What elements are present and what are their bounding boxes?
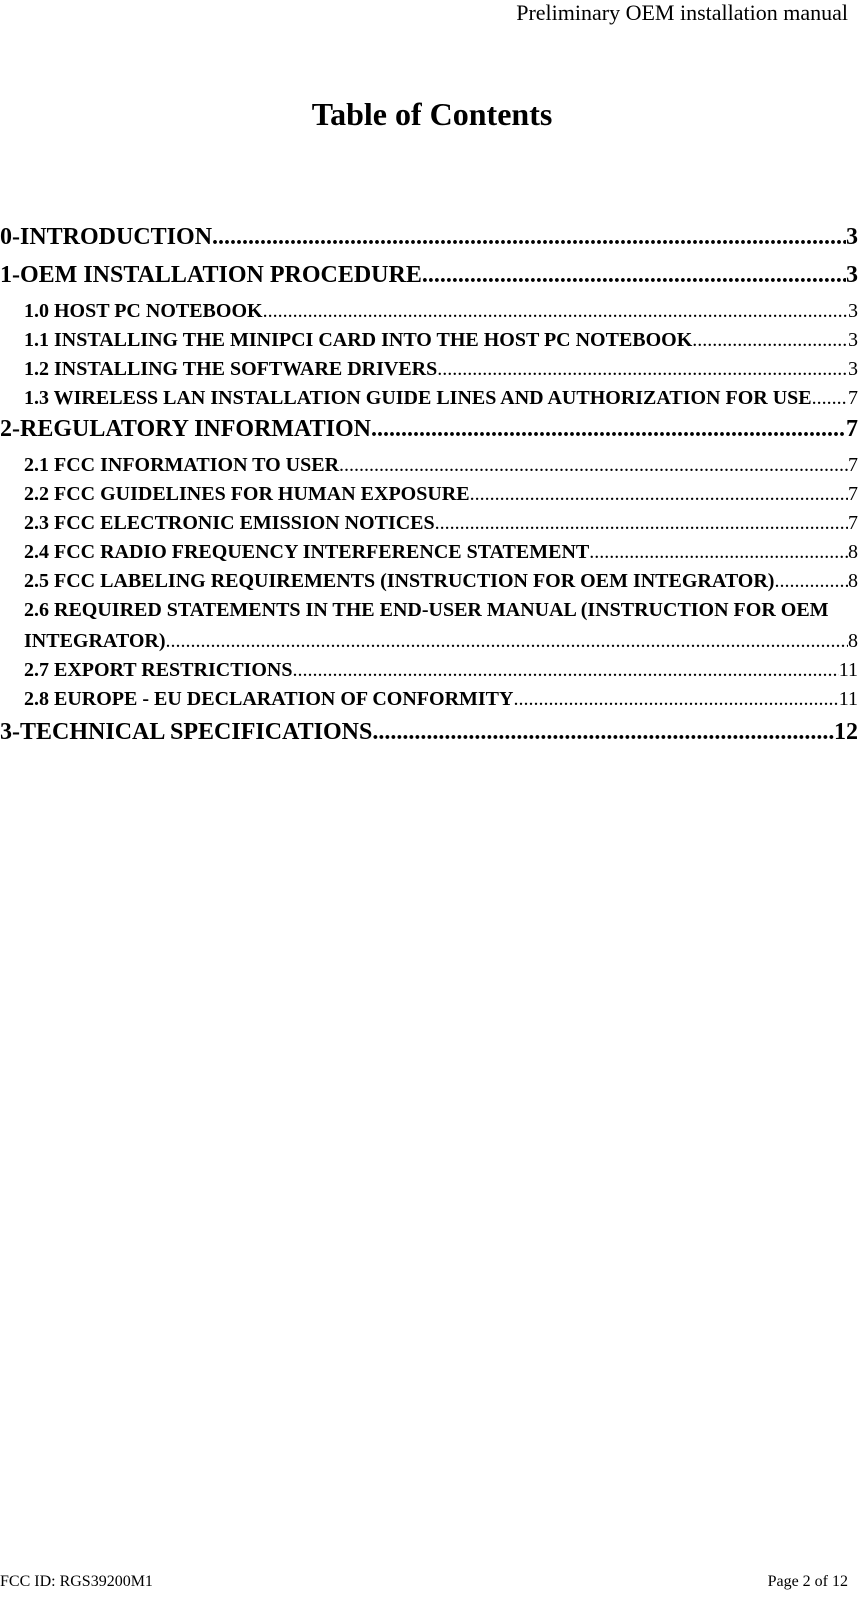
toc-entry-label: FCC ELECTRONIC EMISSION NOTICES xyxy=(54,512,435,534)
toc-entry-label: FCC RADIO FREQUENCY INTERFERENCE STATEMENT xyxy=(54,541,590,563)
toc-entry-page: 3 xyxy=(848,358,858,380)
toc-entry-page: 11 xyxy=(838,688,858,710)
toc-entry-number: 1.3 xyxy=(24,387,54,409)
dot-leader xyxy=(589,539,848,565)
toc-entry-page: 8 xyxy=(848,630,858,652)
toc-entry-number: 2.3 xyxy=(24,512,54,534)
toc-entry-regulatory-information[interactable] xyxy=(0,414,858,452)
toc-entry-fcc-rf-interference[interactable] xyxy=(0,539,858,568)
toc-entry-number: 2.2 xyxy=(24,483,54,505)
toc-entry-label: HOST PC NOTEBOOK xyxy=(54,300,263,322)
toc-entry-fcc-human-exposure[interactable] xyxy=(0,481,858,510)
dot-leader xyxy=(372,717,834,747)
toc-entry-number: 1- xyxy=(0,262,20,288)
toc-entry-required-statements-continuation[interactable] xyxy=(0,628,858,657)
dot-leader xyxy=(212,222,846,252)
toc-entry-label: TECHNICAL SPECIFICATIONS xyxy=(20,719,373,745)
toc-entry-oem-installation[interactable] xyxy=(0,260,858,298)
toc-entry-page: 7 xyxy=(848,387,858,409)
toc-entry-label: REQUIRED STATEMENTS IN THE END-USER MANUAL (INSTRUCTION FOR OEM xyxy=(54,599,829,621)
toc-entry-number: 2.8 xyxy=(24,688,54,710)
toc-entry-label: REGULATORY INFORMATION xyxy=(20,416,371,442)
toc-entry-page: 3 xyxy=(846,224,858,250)
toc-entry-introduction[interactable] xyxy=(0,222,858,260)
toc-title: Table of Contents xyxy=(311,96,553,132)
toc-entry-label: EUROPE - EU DECLARATION OF CONFORMITY xyxy=(54,688,514,710)
dot-leader xyxy=(812,385,848,411)
toc-entry-page: 8 xyxy=(848,570,858,592)
toc-entry-number: 2.7 xyxy=(24,659,54,681)
toc-entry-page: 7 xyxy=(848,454,858,476)
toc-entry-label: FCC GUIDELINES FOR HUMAN EXPOSURE xyxy=(54,483,470,505)
dot-leader xyxy=(166,628,848,654)
dot-leader xyxy=(774,568,848,594)
toc-entry-label: INSTALLING THE MINIPCI CARD INTO THE HOST PC NOTEBOOK xyxy=(54,329,693,351)
toc-entry-label: EXPORT RESTRICTIONS xyxy=(54,659,293,681)
toc-entry-required-statements[interactable] xyxy=(0,597,858,628)
toc-entry-label-continuation: INTEGRATOR) xyxy=(24,630,166,652)
toc-entry-page: 3 xyxy=(848,329,858,351)
dot-leader xyxy=(435,510,848,536)
toc-entry-page: 7 xyxy=(846,416,858,442)
toc-entry-page: 11 xyxy=(838,659,858,681)
toc-entry-page: 12 xyxy=(834,719,858,745)
toc-entry-number: 1.2 xyxy=(24,358,54,380)
toc-entry-page: 7 xyxy=(848,483,858,505)
footer-fcc-id: FCC ID: RGS39200M1 xyxy=(0,1573,153,1590)
footer-page-number: Page 2 of 12 xyxy=(767,1573,848,1590)
toc-entry-number: 1.0 xyxy=(24,300,54,322)
toc-entry-label: OEM INSTALLATION PROCEDURE xyxy=(20,262,422,288)
running-header: Preliminary OEM installation manual xyxy=(516,0,848,25)
toc-entry-number: 3- xyxy=(0,719,20,745)
toc-entry-installing-minipci[interactable] xyxy=(0,327,858,356)
dot-leader xyxy=(422,260,846,290)
dot-leader xyxy=(371,414,846,444)
toc-entry-label: FCC INFORMATION TO USER xyxy=(54,454,340,476)
toc-entry-page: 3 xyxy=(848,300,858,322)
toc-entry-page: 3 xyxy=(846,262,858,288)
dot-leader xyxy=(437,356,848,382)
dot-leader xyxy=(339,452,848,478)
toc-entry-fcc-information-to-user[interactable] xyxy=(0,452,858,481)
dot-leader xyxy=(470,481,848,507)
toc-entry-number: 2.4 xyxy=(24,541,54,563)
toc-entry-fcc-labeling[interactable] xyxy=(0,568,858,597)
toc-entry-fcc-emission-notices[interactable] xyxy=(0,510,858,539)
toc-entry-number: 2- xyxy=(0,416,20,442)
toc-entry-technical-specifications[interactable] xyxy=(0,717,858,755)
toc-entry-number: 2.6 xyxy=(24,599,54,621)
dot-leader xyxy=(292,657,838,683)
dot-leader xyxy=(692,327,848,353)
toc-entry-number: 2.5 xyxy=(24,570,54,592)
dot-leader xyxy=(263,298,848,324)
toc-entry-label: FCC LABELING REQUIREMENTS (INSTRUCTION FOR OEM INTEGRATOR) xyxy=(54,570,775,592)
toc-entry-label: INTRODUCTION xyxy=(20,224,213,250)
toc-entry-number: 2.1 xyxy=(24,454,54,476)
toc-entry-page: 8 xyxy=(848,541,858,563)
toc-entry-wireless-lan-guidelines[interactable] xyxy=(0,385,858,414)
toc-entry-number: 0- xyxy=(0,224,20,250)
toc-entry-software-drivers[interactable] xyxy=(0,356,858,385)
toc-entry-label: WIRELESS LAN INSTALLATION GUIDE LINES AND AUTHORIZATION FOR USE xyxy=(53,387,812,409)
toc-entry-number: 1.1 xyxy=(24,329,54,351)
table-of-contents xyxy=(0,222,858,755)
toc-entry-page: 7 xyxy=(848,512,858,534)
toc-entry-export-restrictions[interactable] xyxy=(0,657,858,686)
toc-entry-label: INSTALLING THE SOFTWARE DRIVERS xyxy=(54,358,438,380)
toc-entry-host-pc-notebook[interactable] xyxy=(0,298,858,327)
dot-leader xyxy=(513,686,838,712)
toc-entry-eu-declaration[interactable] xyxy=(0,686,858,715)
